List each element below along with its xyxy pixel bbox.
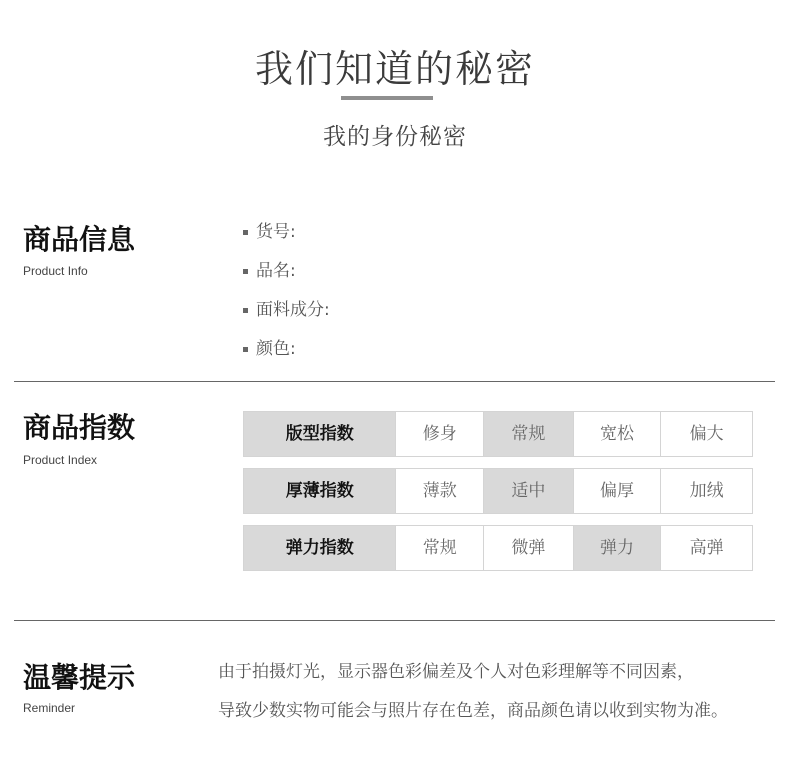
reminder-line: 由于拍摄灯光，显示器色彩偏差及个人对色彩理解等不同因素， xyxy=(218,662,694,682)
index-row-elasticity xyxy=(243,525,753,571)
index-option: 常规 xyxy=(395,526,483,570)
info-field-product-name xyxy=(243,257,330,296)
info-field-label: 品名: xyxy=(256,261,296,281)
reminder-line: 导致少数实物可能会与照片存在色差，商品颜色请以收到实物为准。 xyxy=(218,701,728,721)
product-index-title: 商品指数 xyxy=(23,411,136,444)
reminder-title: 温馨提示 xyxy=(23,661,136,694)
index-option: 高弹 xyxy=(660,526,752,570)
info-field-label: 面料成分: xyxy=(256,300,330,320)
index-option: 微弹 xyxy=(483,526,573,570)
section-divider xyxy=(14,381,775,382)
info-field-color xyxy=(243,335,330,374)
index-option: 修身 xyxy=(395,412,483,456)
index-option: 偏大 xyxy=(660,412,752,456)
bullet-icon xyxy=(243,347,248,352)
info-field-label: 货号: xyxy=(256,222,296,242)
index-option-selected: 弹力 xyxy=(573,526,661,570)
product-info-list xyxy=(243,218,330,374)
index-row-label: 弹力指数 xyxy=(244,526,395,570)
index-option-selected: 常规 xyxy=(483,412,573,456)
index-option-selected: 适中 xyxy=(483,469,573,513)
bullet-icon xyxy=(243,269,248,274)
index-row-fit xyxy=(243,411,753,457)
product-info-subtitle: Product Info xyxy=(23,264,88,278)
section-divider xyxy=(14,620,775,621)
index-row-label: 版型指数 xyxy=(244,412,395,456)
title-underline xyxy=(341,96,433,100)
bullet-icon xyxy=(243,230,248,235)
page-title: 我们知道的秘密 xyxy=(254,47,535,91)
index-option: 加绒 xyxy=(660,469,752,513)
index-row-thickness xyxy=(243,468,753,514)
product-index-subtitle: Product Index xyxy=(23,453,98,467)
info-field-fabric xyxy=(243,296,330,335)
info-field-label: 颜色: xyxy=(256,339,296,359)
index-option: 薄款 xyxy=(395,469,483,513)
index-option: 偏厚 xyxy=(573,469,661,513)
bullet-icon xyxy=(243,308,248,313)
reminder-subtitle: Reminder xyxy=(23,701,76,715)
index-row-label: 厚薄指数 xyxy=(244,469,395,513)
page-subtitle: 我的身份秘密 xyxy=(323,124,467,150)
index-option: 宽松 xyxy=(573,412,661,456)
info-field-item-number xyxy=(243,218,330,257)
product-info-title: 商品信息 xyxy=(23,223,136,256)
